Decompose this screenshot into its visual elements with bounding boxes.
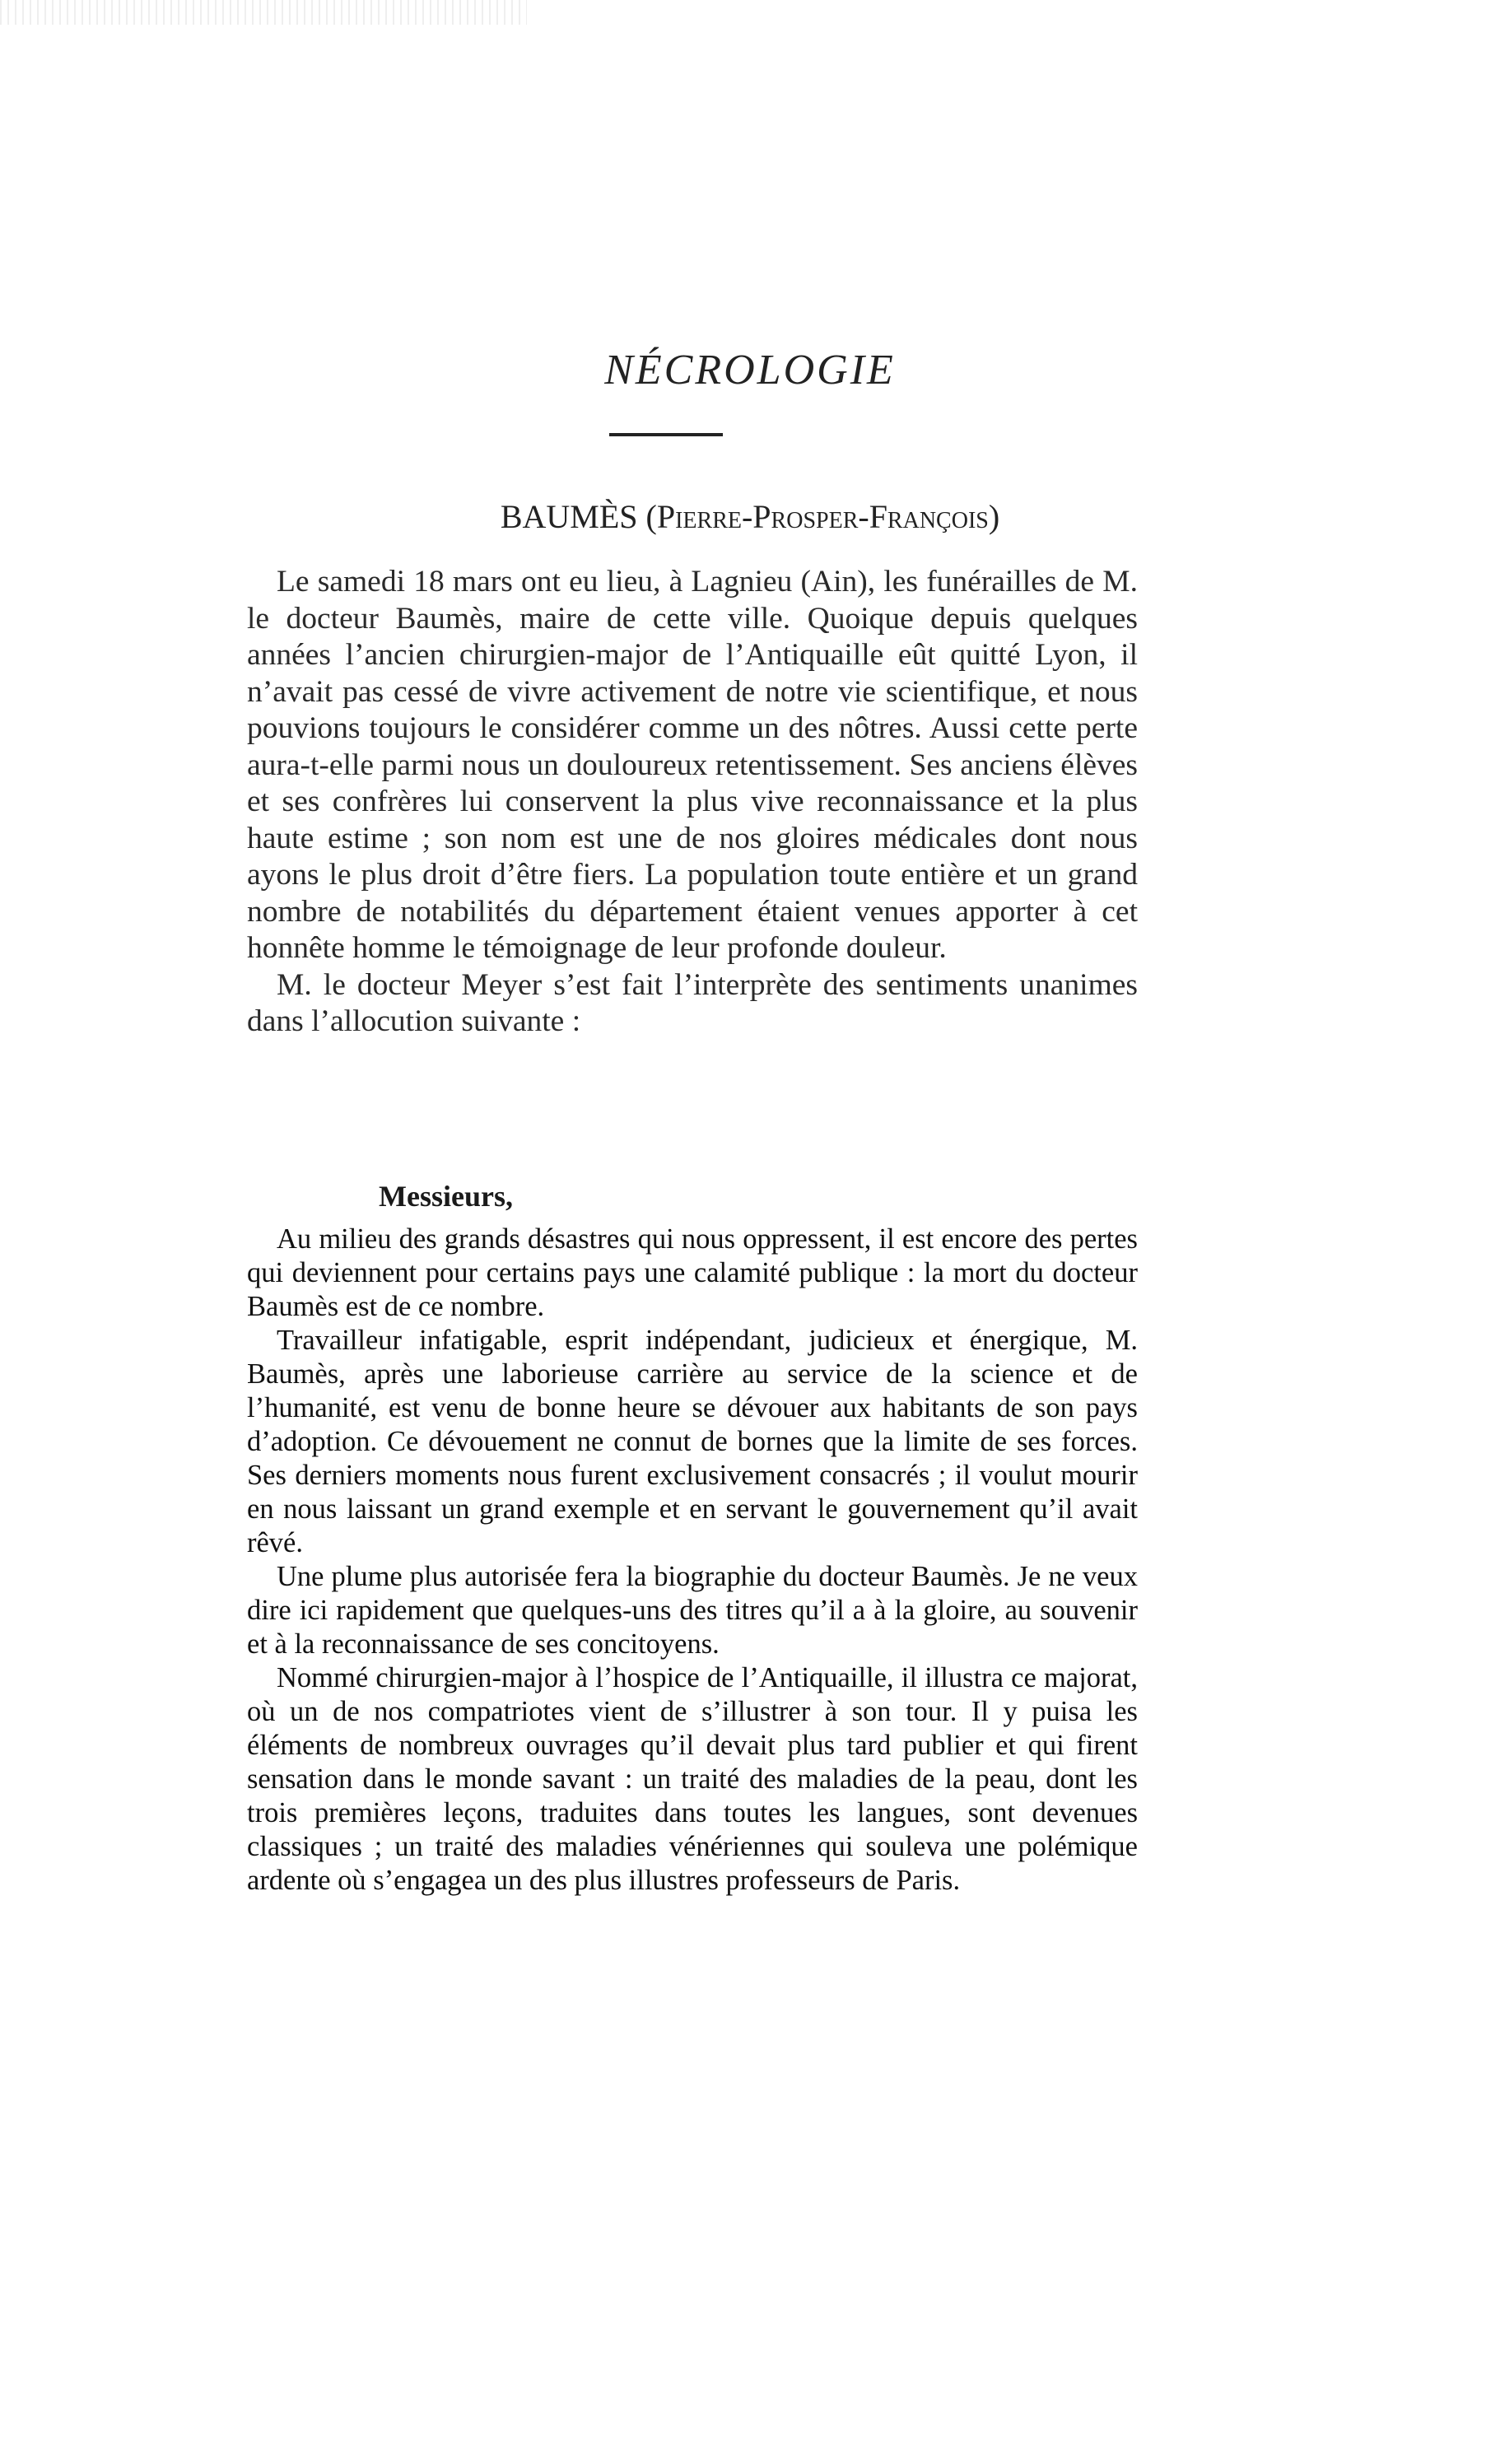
paragraph: Le samedi 18 mars ont eu lieu, à Lagnieu (Ain), les funérailles de M. le docteur Baumès, maire de cette ville. Quoique depuis quelques années l’ancien chirurgien-major de l’Antiquaille eût quitté Lyon, il n’avait pas cessé de vivre activement de notre vie scientifique, et nous pouvions toujours le considérer comme un des nôtres. Aussi cette perte aura-t-elle parmi nous un douloureux retentissement. Ses anciens élèves et ses confrères lui conservent la plus vive reconnaissance et la plus haute estime ; son nom est une de nos gloires médicales dont nous ayons le plus droit d’être fiers. La population toute entière et un grand nombre de notabilités du département étaient venues apporter à cet honnête homme le témoignage de leur profonde douleur. bbox=[247, 565, 1138, 965]
speech-paragraph: Au milieu des grands désastres qui nous oppressent, il est encore des pertes qui deviennent pour certains pays une calamité publique : la mort du docteur Baumès est de ce nombre. bbox=[247, 1223, 1138, 1322]
speech-text bbox=[247, 1223, 1138, 1898]
speech-salutation: Messieurs, bbox=[379, 1180, 513, 1213]
scan-artifact bbox=[0, 0, 527, 25]
speech-paragraph: Une plume plus autorisée fera la biographie du docteur Baumès. Je ne veux dire ici rapidement que quelques-uns des titres qu’il a à la gloire, au souvenir et à la reconnaissance de ses concitoyens. bbox=[247, 1561, 1138, 1660]
speech-paragraph: Nommé chirurgien-major à l’hospice de l’Antiquaille, il illustra ce majorat, où un de nos compatriotes vient de s’illustrer à son tour. Il y puisa les éléments de nombreux ouvrages qu’il devait plus tard publier et qui firent sensation dans le monde savant : un traité des maladies de la peau, dont les trois premières leçons, traduites dans toutes les langues, sont devenues classiques ; un traité des maladies vénériennes qui souleva une polémique ardente où s’engagea un des plus illustres professeurs de Paris. bbox=[247, 1662, 1138, 1896]
subject-given-names: (Pierre-Prosper-François) bbox=[645, 498, 1000, 535]
obituary-subject bbox=[0, 497, 1500, 536]
title-rule bbox=[609, 433, 723, 436]
subject-surname: BAUMÈS bbox=[500, 498, 638, 535]
paragraph: M. le docteur Meyer s’est fait l’interprète des sentiments unanimes dans l’allocution suivante : bbox=[247, 967, 1138, 1038]
speech-paragraph: Travailleur infatigable, esprit indépendant, judicieux et énergique, M. Baumès, après une laborieuse carrière au service de la science et de l’humanité, est venu de bonne heure se dévouer aux habitants de son pays d’adoption. Ce dévouement ne connut de bornes que la limite de ses forces. Ses derniers moments nous furent exclusivement consacrés ; il voulut mourir en nous laissant un grand exemple et en servant le gouvernement qu’il avait rêvé. bbox=[247, 1325, 1138, 1558]
page-title: NÉCROLOGIE bbox=[604, 347, 896, 394]
obituary-body bbox=[247, 564, 1138, 1041]
